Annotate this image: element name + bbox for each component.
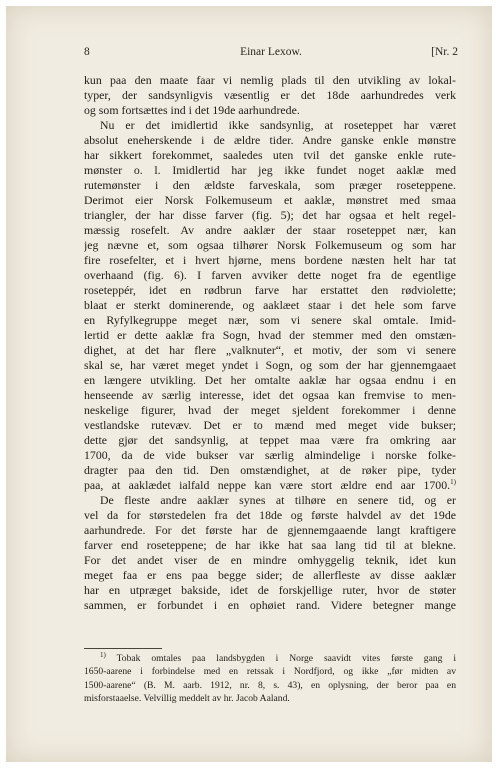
text-line: aarhundrede. For det første har de gjennemgaaende langt kraftigere — [84, 523, 456, 537]
text-line: meget faa er ens paa begge sider; de allerfleste av disse aaklær — [84, 568, 456, 582]
text-line: paa, at aaklædet ialfald neppe kan være stort ældre end aar 1700. — [84, 478, 451, 492]
text-line: en Ryfylkegruppe meget nær, som vi senere skal omtale. Imid- — [84, 313, 456, 327]
text-line: rutemønster i den ældste farveskala, som præger roseteppene. — [84, 178, 456, 192]
text-line: en længere utvikling. Det her omtalte aaklæ har ogsaa endnu i en — [84, 373, 456, 387]
text-line: 1700, da de vide bukser var særlig almindelige i norske folke- — [84, 448, 456, 462]
footnote-text: Tobak omtales paa landsbygden i Norge saavidt vites første gang i — [116, 653, 456, 664]
body-text — [84, 73, 456, 613]
text-line: skal se, har været meget yndet i Sogn, og som der har gjennemgaaet — [84, 358, 456, 372]
text-line: Derimot eier Norsk Folkemuseum et aaklæ, mønstret med smaa — [84, 193, 456, 207]
text-line: og som fortsættes ind i det 19de aarhundrede. — [84, 103, 300, 117]
text-line: kun paa den maate faar vi nemlig plads til den utvikling av lokal- — [84, 73, 456, 87]
footnote-line: misforstaaelse. Velvillig meddelt av hr. Jacob Aaland. — [84, 693, 290, 705]
text-line: farver end roseteppene; de har ikke hat saa lang tid til at blekne. — [84, 538, 456, 552]
text-line: De fleste andre aaklær synes at tilhøre en senere tid, og er — [100, 493, 456, 507]
text-line: vel da for størstedelen fra det 18de og første halvdel av det 19de — [84, 508, 456, 522]
running-header — [84, 46, 458, 60]
footnote-line: 1650-aarene i forbindelse med en retssak i Nordfjord, og ikke „før midten av — [84, 666, 456, 678]
text-line: typer, der sandsynligvis væsentlig er det 18de aarhundredes verk — [84, 88, 456, 102]
footnote-marker: 1) — [100, 652, 106, 659]
text-line: fire rosefelter, et i hvert hjørne, mens bordene næsten helt har tat — [84, 253, 456, 267]
footnote — [84, 652, 456, 706]
footnote-line — [84, 652, 456, 665]
text-line: henseende av særlig interesse, idet det ogsaa kan fremvise to men- — [84, 388, 456, 402]
footnote-line: 1500-aarene“ (B. M. aarb. 1912, nr. 8, s. 43), en oplysning, der beror paa en — [84, 679, 456, 691]
text-line: overhaand (fig. 6). I farven avviker dette noget fra de egentlige — [84, 268, 456, 282]
text-line: har en utpræget bakside, idet de forskjellige ruter, hvor de støter — [84, 583, 456, 597]
text-line: mønster o. l. Imidlertid har jeg ikke fundet noget aaklæ med — [84, 163, 456, 177]
running-author: Einar Lexow. — [240, 46, 302, 58]
text-line: har sikkert forekommet, saaledes uten tvil det ganske enkle rute- — [84, 148, 456, 162]
issue-number: [Nr. 2 — [431, 46, 458, 58]
text-line: neskelige figurer, hvad der meget sjeldent forekommer i denne — [84, 403, 456, 417]
text-line: sammen, er forbundet i en ophøiet rand. Videre betegner mange — [84, 598, 456, 612]
text-line: mæssig rosefelt. Av andre aaklær der staar roseteppet nær, kan — [84, 223, 456, 237]
text-line: vestlandske rutevæv. Det er to mænd med meget vide bukser; — [84, 418, 456, 432]
text-line: Nu er det imidlertid ikke sandsynlig, at roseteppet har været — [100, 118, 456, 132]
text-line: dragter paa den tid. Den omstændighet, at de røker pipe, tyder — [84, 463, 456, 477]
text-line: triangler, der har disse farver (fig. 5); det har ogsaa et helt regel- — [84, 208, 456, 222]
text-line: dighet, at det har flere „valknuter“, et motiv, der som vi senere — [84, 343, 456, 357]
text-line: roseteppér, idet en rødbrun farve har erstattet den rødviolette; — [84, 283, 456, 297]
text-line: jeg nævne et, som ogsaa tilhører Norsk Folkemuseum og som har — [84, 238, 456, 252]
footnote-rule — [84, 648, 162, 649]
text-line: blaat er sterkt dominerende, og aaklæet staar i det hele som farve — [84, 298, 456, 312]
text-line-with-note — [84, 478, 456, 493]
text-line: For det andet viser de en mindre omhyggelig teknik, idet kun — [84, 553, 456, 567]
text-line: dette gjør det sandsynlig, at teppet maa være fra omkring aar — [84, 433, 456, 447]
text-line: absolut eneherskende i de ældre tider. Andre ganske enkle mønstre — [84, 133, 456, 147]
text-line: lertid er dette aaklæ fra Sogn, hvad der stemmer med den omstæn- — [84, 328, 456, 342]
page-number: 8 — [84, 46, 90, 58]
footnote-reference[interactable]: 1) — [450, 478, 456, 487]
